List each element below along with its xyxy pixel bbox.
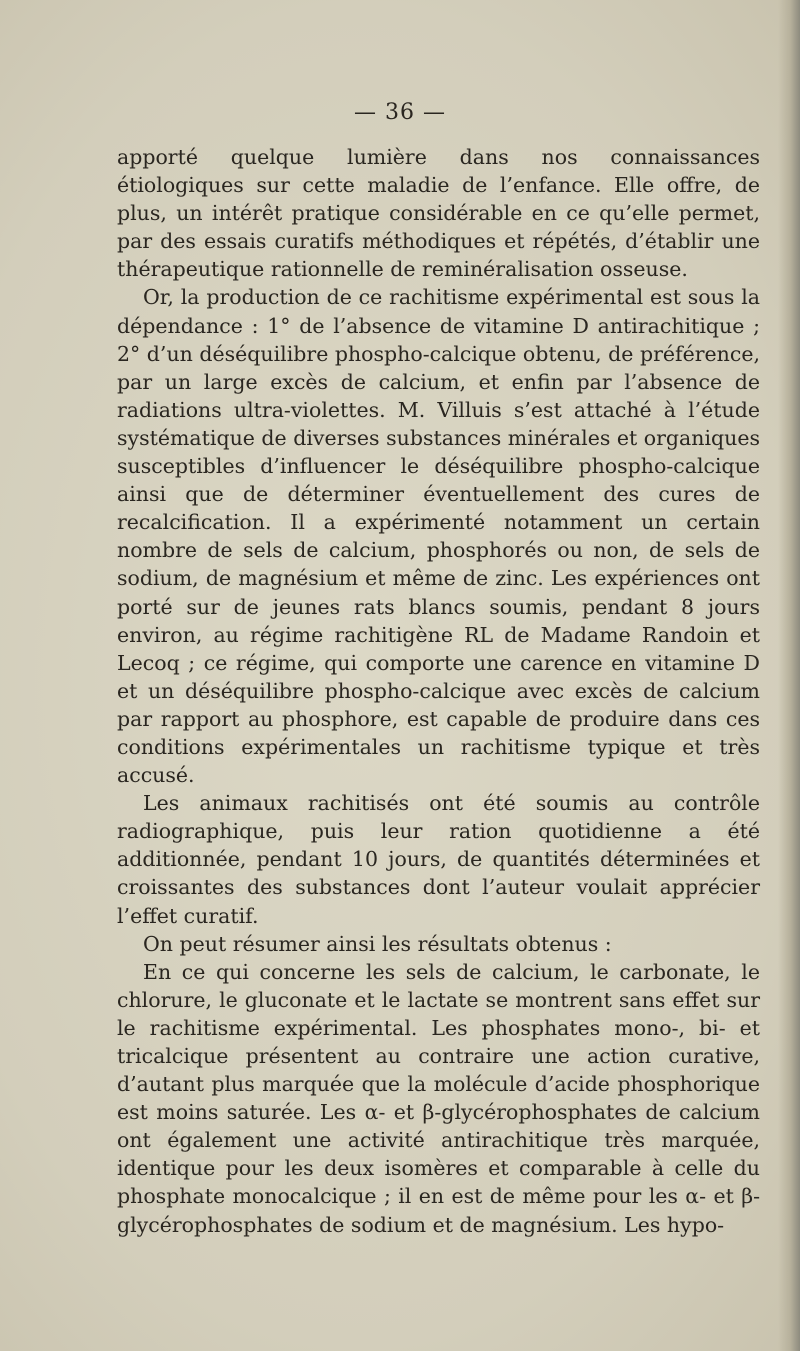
body-text — [117, 143, 760, 1239]
paragraph-3: Les animaux rachitisés ont été soumis au contrôle radiographique, puis leur ration quotidienne a été additionnée, pendant 10 jours, de quantités déterminées et croissantes des substances dont l’auteur voulait apprécier l’effet curatif. — [117, 791, 760, 928]
paragraph-2: Or, la production de ce rachitisme expérimental est sous la dépendance : 1° de l’absence de vitamine D antirachitique ; 2° d’un déséquilibre phospho-calcique obtenu, de préférence, par un large excès de calcium, et enfin par l’absence de radiations ultra-violettes. M. Villuis s’est attaché à l’étude systématique de diverses substances minérales et organiques susceptibles d’influencer le déséquilibre phospho-calcique ainsi que de déterminer éventuellement des cures de recalcification. Il a expérimenté notamment un certain nombre de sels de calcium, phosphorés ou non, de sels de sodium, de magnésium et même de zinc. Les expériences ont porté sur de jeunes rats blancs soumis, pendant 8 jours environ, au régime rachitigène RL de Madame Randoin et Lecoq ; ce régime, qui comporte une carence en vitamine D et un déséquilibre phospho-calcique avec excès de calcium par rapport au phosphore, est capable de produire dans ces conditions expérimentales un rachitisme typique et très accusé. — [117, 285, 760, 788]
paragraph-5: En ce qui concerne les sels de calcium, le carbonate, le chlorure, le gluconate et le lactate se montrent sans effet sur le rachitisme expérimental. Les phosphates mono-, bi- et tricalcique présentent au contraire une action curative, d’autant plus marquée que la molécule d’acide phosphorique est moins saturée. Les α- et β-glycérophosphates de calcium ont également une activité antirachitique très marquée, identique pour les deux isomères et comparable à celle du phosphate monocalcique ; il en est de même pour les α- et β-glycérophosphates de sodium et de magnésium. Les hypo- — [117, 959, 760, 1237]
page-number: — 36 — — [354, 100, 446, 125]
paragraph-4: On peut résumer ainsi les résultats obtenus : — [143, 931, 612, 956]
page-edge-shadow — [778, 0, 800, 1351]
paragraph-1: apporté quelque lumière dans nos connaissances étiologiques sur cette maladie de l’enfance. Elle offre, de plus, un intérêt pratique considérable en ce qu’elle permet, par des essais curatifs méthodiques et répétés, d’établir une thérapeutique rationnelle de reminéralisation osseuse. — [117, 145, 760, 282]
